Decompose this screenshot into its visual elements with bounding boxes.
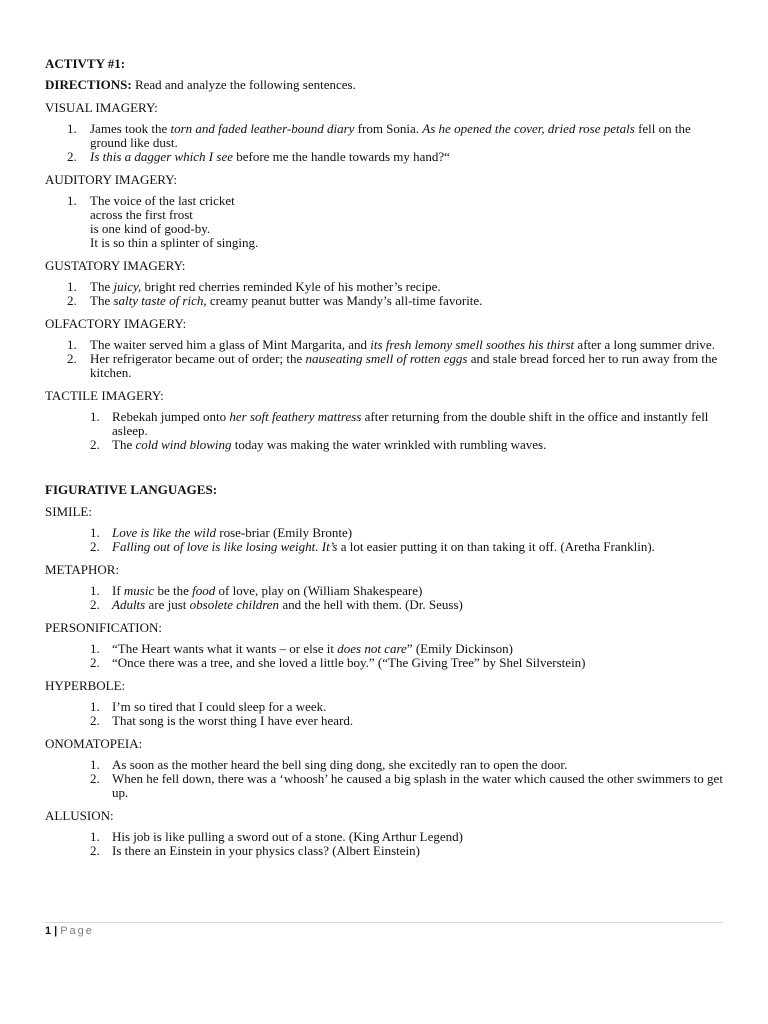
text-run: before me the handle towards my hand?“ (232, 149, 450, 164)
list-item (45, 844, 725, 858)
numbered-list (45, 526, 725, 554)
text-run: The (90, 279, 114, 294)
page-label: Page (60, 925, 94, 937)
text-run: and stale bread forced her to run away from the kitchen. (90, 351, 718, 380)
directions (45, 77, 725, 92)
list-number: 1. (90, 757, 100, 772)
list-item (45, 194, 725, 250)
footer-separator: | (54, 925, 58, 937)
text-run: James took the (90, 121, 171, 136)
text-run: Her refrigerator became out of order; the (90, 351, 306, 366)
text-run: a lot easier putting it on than taking it off. (Aretha Franklin). (337, 539, 655, 554)
list-item (45, 700, 725, 714)
list-number: 2. (67, 351, 77, 366)
list-item (45, 338, 725, 352)
list-item (45, 352, 725, 380)
text-run: across the first frost (90, 207, 193, 222)
list-item (45, 280, 725, 294)
text-run: “Once there was a tree, and she loved a little boy.” (“The Giving Tree” by Shel Silverstein) (112, 655, 586, 670)
numbered-list (45, 830, 725, 858)
text-run: His job is like pulling a sword out of a stone. (King Arthur Legend) (112, 829, 463, 844)
text-run: and the hell with them. (Dr. Seuss) (279, 597, 463, 612)
text-run: of love, play on (William Shakespeare) (215, 583, 423, 598)
list-item (45, 758, 725, 772)
italic-text: music (123, 583, 155, 598)
numbered-list (45, 338, 725, 380)
italic-text: its fresh lemony smell soothes his thirst (370, 337, 575, 352)
directions-text: Read and analyze the following sentences. (131, 77, 356, 92)
italic-text: salty taste of rich, (113, 293, 207, 308)
list-item (45, 526, 725, 540)
list-number: 2. (67, 149, 77, 164)
list-number: 1. (90, 583, 100, 598)
numbered-list (45, 410, 725, 452)
text-run: When he fell down, there was a ‘whoosh’ he caused a big splash in the water which caused the other swimmers to get up. (112, 771, 723, 800)
section-heading: ALLUSION: (45, 808, 114, 823)
section-heading: HYPERBOLE: (45, 678, 126, 693)
text-run: Is there an Einstein in your physics class? (Albert Einstein) (112, 843, 420, 858)
page-number: 1 (45, 925, 52, 937)
text-run: I’m so tired that I could sleep for a week. (112, 699, 327, 714)
directions-label: DIRECTIONS: (45, 77, 132, 92)
list-number: 2. (90, 597, 100, 612)
section-spacer (45, 460, 725, 482)
text-run: fell on the ground like dust. (90, 121, 691, 150)
text-run: is one kind of good-by. (90, 221, 211, 236)
italic-text: does not care (337, 641, 407, 656)
list-item (45, 584, 725, 598)
numbered-list (45, 584, 725, 612)
numbered-list (45, 700, 725, 728)
list-number: 2. (90, 539, 100, 554)
list-item (45, 150, 725, 164)
section-heading: AUDITORY IMAGERY: (45, 172, 178, 187)
text-run: The (112, 437, 136, 452)
text-run: after a long summer drive. (574, 337, 715, 352)
italic-text: obsolete children (189, 597, 280, 612)
section-heading: TACTILE IMAGERY: (45, 388, 164, 403)
italic-text: nauseating smell of rotten eggs (305, 351, 468, 366)
list-number: 1. (67, 279, 77, 294)
text-run: It is so thin a splinter of singing. (90, 235, 259, 250)
text-run: be the (154, 583, 193, 598)
text-run: after returning from the double shift in the office and instantly fell asleep. (112, 409, 709, 438)
page-footer (45, 922, 723, 937)
italic-text: Love is like the wild (112, 525, 216, 540)
list-item (45, 830, 725, 844)
italic-text: Falling out of love is like losing weight. It’s (112, 539, 338, 554)
text-run: are just (145, 597, 190, 612)
list-number: 1. (67, 121, 77, 136)
italic-text: Adults (112, 597, 146, 612)
list-number: 1. (67, 193, 77, 208)
list-item (45, 410, 725, 438)
section-heading: GUSTATORY IMAGERY: (45, 258, 186, 273)
section-heading: FIGURATIVE LANGUAGES: (45, 482, 218, 497)
list-item (45, 642, 725, 656)
text-run: bright red cherries reminded Kyle of his mother’s recipe. (141, 279, 441, 294)
list-number: 1. (90, 829, 100, 844)
section-heading: VISUAL IMAGERY: (45, 100, 158, 115)
document-page (45, 50, 725, 866)
list-number: 1. (90, 409, 100, 424)
text-run: from Sonia. (354, 121, 423, 136)
list-number: 1. (90, 525, 100, 540)
text-run: The voice of the last cricket (90, 193, 235, 208)
text-run: today was making the water wrinkled with rumbling waves. (231, 437, 547, 452)
italic-text: As he opened the cover, dried rose petals (422, 121, 635, 136)
text-run: rose-briar (Emily Bronte) (215, 525, 353, 540)
list-item (45, 656, 725, 670)
sections-container (45, 100, 725, 858)
text-run: creamy peanut butter was Mandy’s all-time favorite. (206, 293, 483, 308)
italic-text: cold wind blowing (135, 437, 232, 452)
list-number: 2. (90, 771, 100, 786)
text-run: The (90, 293, 114, 308)
list-number: 2. (90, 655, 100, 670)
list-item (45, 438, 725, 452)
list-item (45, 294, 725, 308)
section-heading: SIMILE: (45, 504, 92, 519)
italic-text: food (192, 583, 216, 598)
numbered-list (45, 194, 725, 250)
italic-text: Is this a dagger which I see (90, 149, 233, 164)
italic-text: torn and faded leather-bound diary (170, 121, 355, 136)
numbered-list (45, 642, 725, 670)
activity-title: ACTIVTY #1: (45, 56, 126, 71)
section-heading: ONOMATOPEIA: (45, 736, 143, 751)
list-number: 1. (67, 337, 77, 352)
list-number: 2. (90, 713, 100, 728)
section-heading: PERSONIFICATION: (45, 620, 163, 635)
text-run: That song is the worst thing I have ever heard. (112, 713, 354, 728)
numbered-list (45, 280, 725, 308)
list-item (45, 772, 725, 800)
text-run: Rebekah jumped onto (112, 409, 230, 424)
list-item (45, 714, 725, 728)
list-number: 1. (90, 699, 100, 714)
text-run: As soon as the mother heard the bell sing ding dong, she excitedly ran to open the door. (112, 757, 568, 772)
italic-text: her soft feathery mattress (229, 409, 362, 424)
italic-text: juicy, (113, 279, 142, 294)
text-run: ” (Emily Dickinson) (406, 641, 513, 656)
list-item (45, 598, 725, 612)
text-run: The waiter served him a glass of Mint Margarita, and (90, 337, 371, 352)
text-run: If (112, 583, 124, 598)
section-heading: METAPHOR: (45, 562, 120, 577)
list-number: 1. (90, 641, 100, 656)
list-number: 2. (90, 843, 100, 858)
numbered-list (45, 122, 725, 164)
list-number: 2. (90, 437, 100, 452)
numbered-list (45, 758, 725, 800)
text-run: “The Heart wants what it wants – or else it (112, 641, 338, 656)
list-item (45, 540, 725, 554)
list-number: 2. (67, 293, 77, 308)
list-item (45, 122, 725, 150)
section-heading: OLFACTORY IMAGERY: (45, 316, 187, 331)
